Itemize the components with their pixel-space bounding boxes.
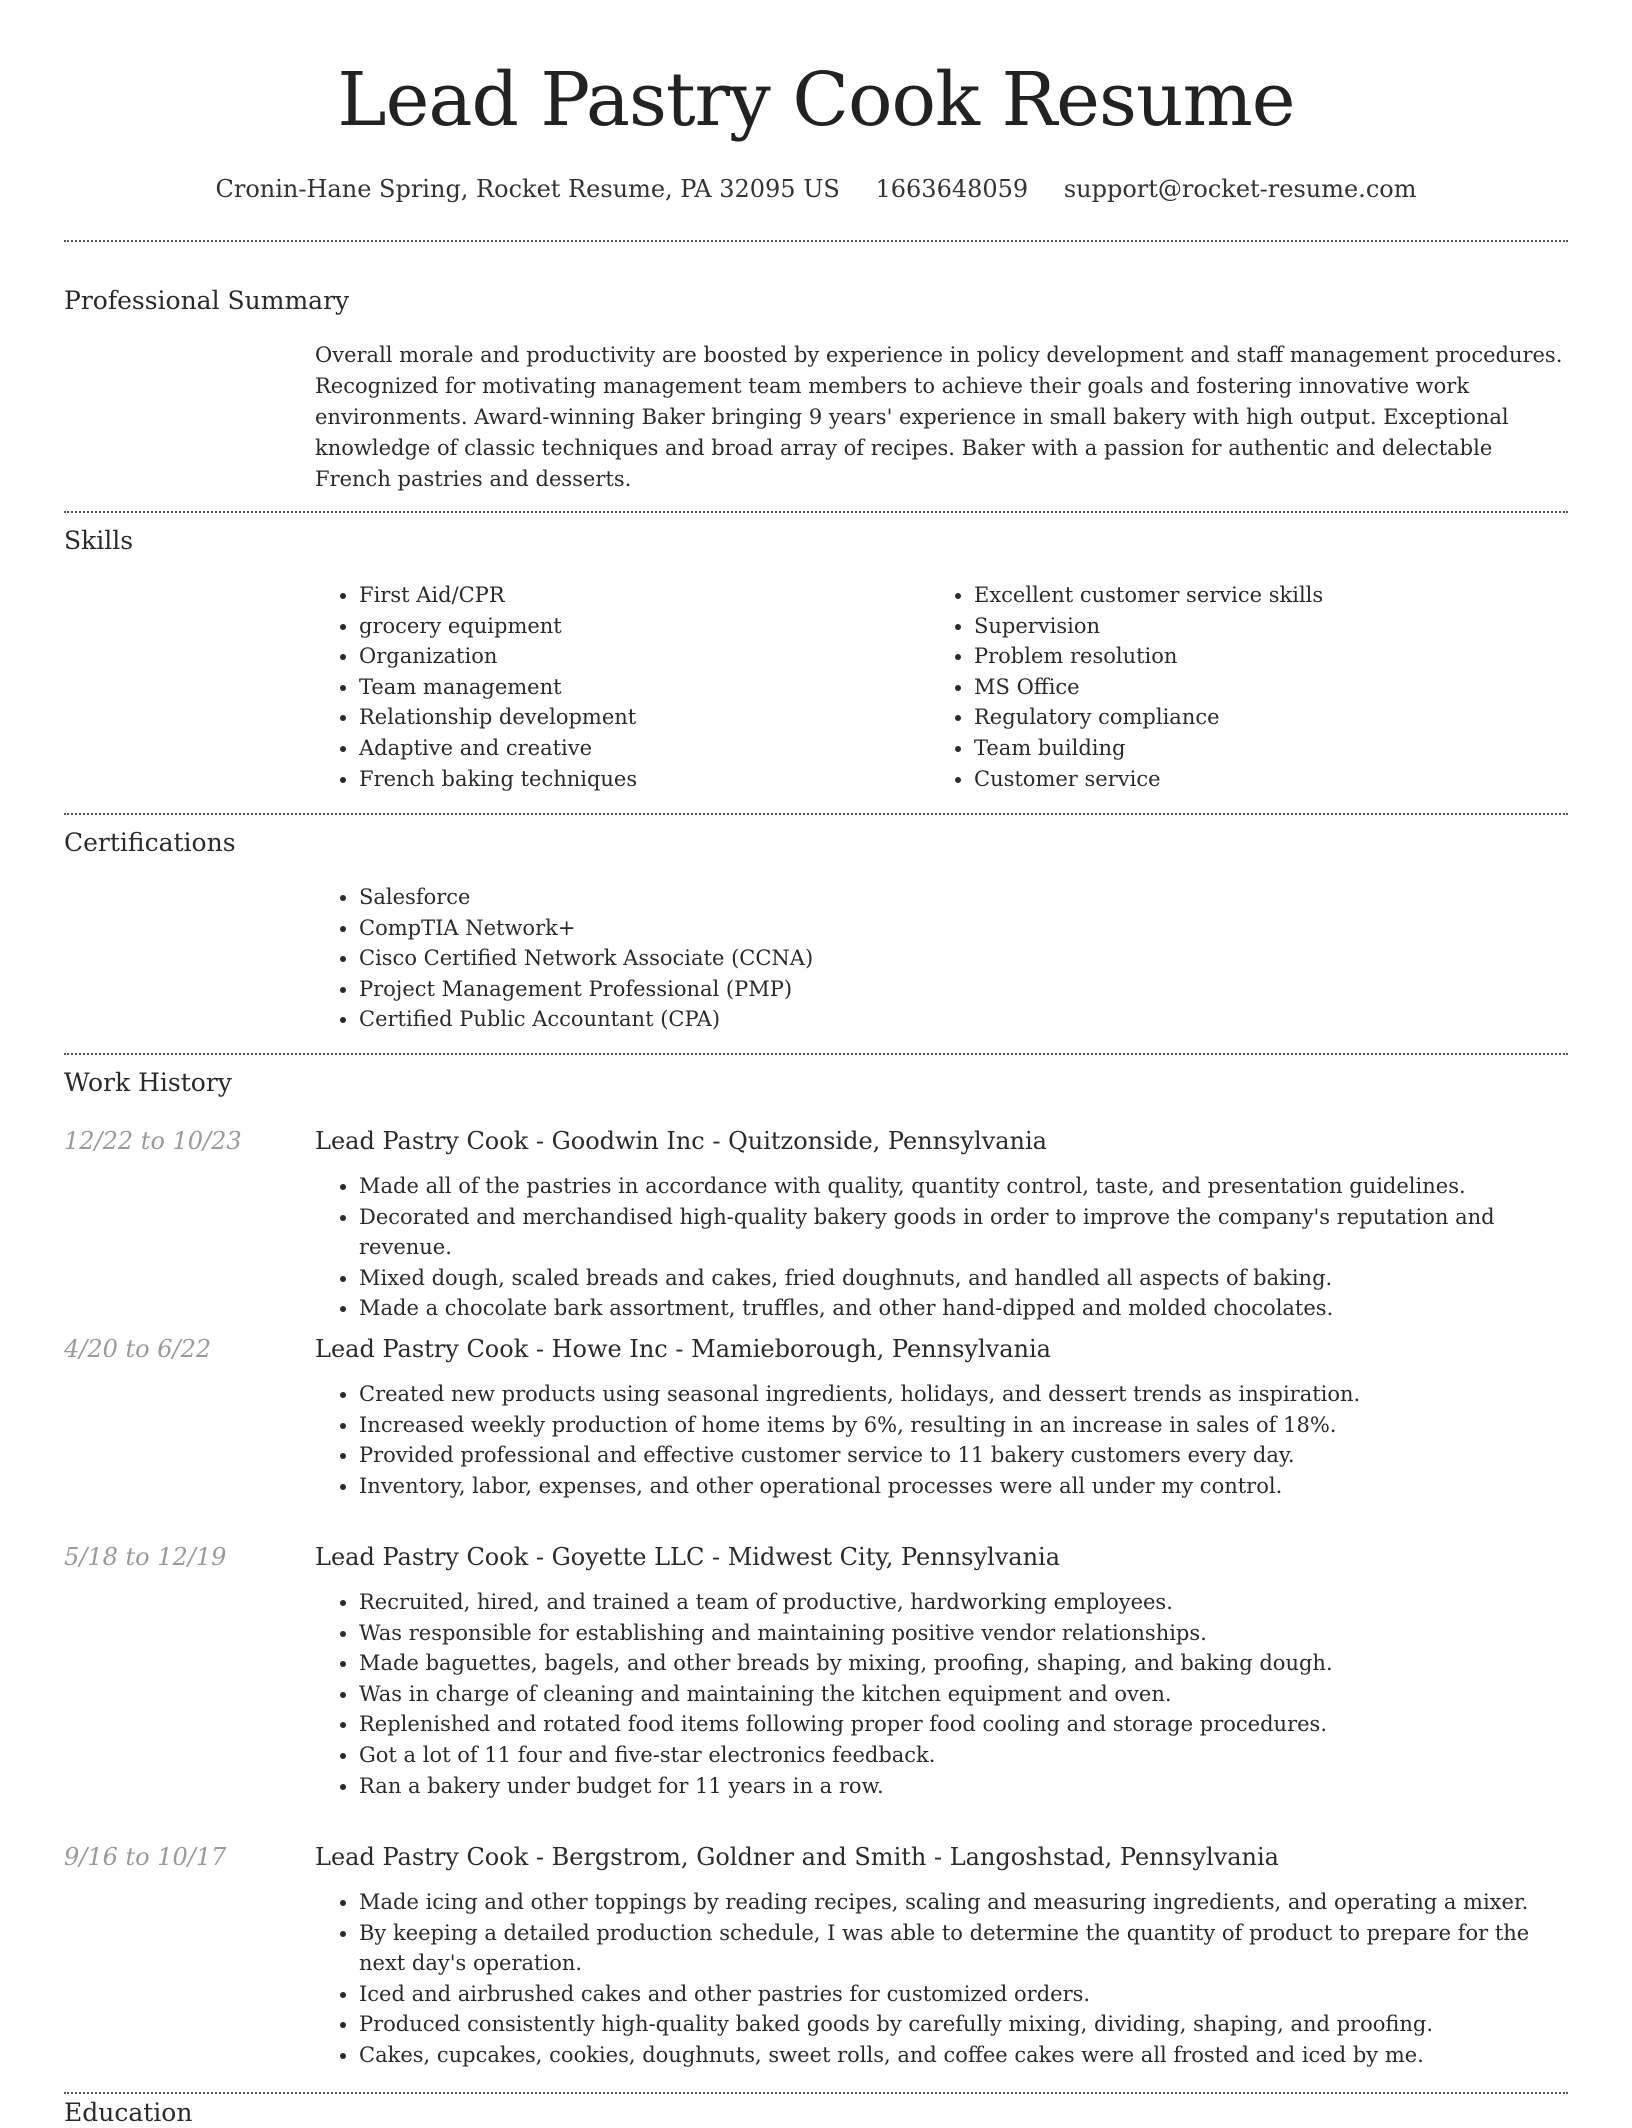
certifications-heading: Certifications — [64, 828, 236, 857]
skill-item: • First Aid/CPR — [359, 580, 930, 611]
skill-item: • Problem resolution — [974, 641, 1545, 672]
job-title: Lead Pastry Cook - Howe Inc - Mamieborough, Pennsylvania — [315, 1335, 1051, 1363]
next-section-heading: Education — [64, 2098, 193, 2127]
job-bullet: • Inventory, labor, expenses, and other operational processes were all under my control. — [359, 1471, 1568, 1502]
job-bullet: • Created new products using seasonal ingredients, holidays, and dessert trends as inspiration. — [359, 1379, 1568, 1410]
section-divider — [64, 813, 1568, 815]
job-bullet: • Increased weekly production of home items by 6%, resulting in an increase in sales of 18%. — [359, 1410, 1568, 1441]
job-bullet: • Produced consistently high-quality baked goods by carefully mixing, dividing, shaping, and proofing. — [359, 2009, 1568, 2040]
job-bullets — [315, 1379, 1568, 1501]
skill-item: • Adaptive and creative — [359, 733, 930, 764]
job-bullet: • Iced and airbrushed cakes and other pastries for customized orders. — [359, 1979, 1568, 2010]
work-history-heading: Work History — [64, 1068, 232, 1097]
job-bullet: • Cakes, cupcakes, cookies, doughnuts, sweet rolls, and coffee cakes were all frosted and iced by me. — [359, 2040, 1568, 2071]
skills-heading: Skills — [64, 526, 134, 555]
skill-item: • Relationship development — [359, 702, 930, 733]
job-bullet: • Got a lot of 11 four and five-star electronics feedback. — [359, 1740, 1568, 1771]
job-bullet: • Made baguettes, bagels, and other breads by mixing, proofing, shaping, and baking dough. — [359, 1648, 1568, 1679]
job-entry — [315, 1540, 1568, 1801]
certification-item: • Project Management Professional (PMP) — [359, 974, 1568, 1005]
skill-item: • Team management — [359, 672, 930, 703]
skills-body — [315, 580, 1568, 794]
job-bullet: • Recruited, hired, and trained a team of productive, hardworking employees. — [359, 1587, 1568, 1618]
section-divider — [64, 1053, 1568, 1055]
skills-list-right — [930, 580, 1545, 794]
certification-item: • CompTIA Network+ — [359, 913, 1568, 944]
job-bullet: • Made all of the pastries in accordance with quality, quantity control, taste, and presentation guidelines. — [359, 1171, 1568, 1202]
summary-text: Overall morale and productivity are boosted by experience in policy development and staff management procedures. Recognized for motivating management team members to achieve their goals and fostering innovative work environments. Award-winning Baker bringing 9 years' experience in small bakery with high output. Exceptional knowledge of classic techniques and broad array of recipes. Baker with a passion for authentic and delectable French pastries and desserts. — [315, 343, 1563, 491]
job-entry — [315, 1124, 1568, 1324]
skill-item: • Organization — [359, 641, 930, 672]
skill-item: • grocery equipment — [359, 611, 930, 642]
skill-item: • Supervision — [974, 611, 1545, 642]
skill-item: • French baking techniques — [359, 764, 930, 795]
contact-line — [64, 172, 1568, 206]
job-bullet: • Made icing and other toppings by reading recipes, scaling and measuring ingredients, and operating a mixer. — [359, 1887, 1568, 1918]
certification-item: • Certified Public Accountant (CPA) — [359, 1004, 1568, 1035]
resume-title: Lead Pastry Cook Resume — [337, 57, 1295, 143]
job-bullet: • Was in charge of cleaning and maintaining the kitchen equipment and oven. — [359, 1679, 1568, 1710]
job-title: Lead Pastry Cook - Goyette LLC - Midwest City, Pennsylvania — [315, 1543, 1061, 1571]
job-bullets — [315, 1587, 1568, 1801]
job-entry — [315, 1840, 1568, 2071]
section-divider — [64, 511, 1568, 513]
job-dates: 9/16 to 10/17 — [64, 1843, 227, 1871]
contact-address: Cronin-Hane Spring, Rocket Resume, PA 32095 US — [215, 175, 840, 203]
summary-heading: Professional Summary — [64, 286, 350, 315]
job-dates: 12/22 to 10/23 — [64, 1127, 242, 1155]
skills-column-right — [930, 580, 1545, 794]
certifications-body — [315, 882, 1568, 1035]
job-bullet: • Provided professional and effective customer service to 11 bakery customers every day. — [359, 1440, 1568, 1471]
skill-item: • Excellent customer service skills — [974, 580, 1545, 611]
skill-item: • Team building — [974, 733, 1545, 764]
section-divider — [64, 2092, 1568, 2094]
summary-body — [315, 340, 1568, 495]
job-bullet: • By keeping a detailed production schedule, I was able to determine the quantity of product to prepare for the next day's operation. — [359, 1918, 1568, 1979]
skills-grid — [315, 580, 1568, 794]
skills-column-left — [315, 580, 930, 794]
skill-item: • Regulatory compliance — [974, 702, 1545, 733]
job-bullet: • Ran a bakery under budget for 11 years in a row. — [359, 1771, 1568, 1802]
job-bullet: • Was responsible for establishing and maintaining positive vendor relationships. — [359, 1618, 1568, 1649]
contact-phone: 1663648059 — [875, 175, 1029, 203]
job-bullets — [315, 1171, 1568, 1324]
job-bullet: • Made a chocolate bark assortment, truffles, and other hand-dipped and molded chocolates. — [359, 1293, 1568, 1324]
job-bullets — [315, 1887, 1568, 2071]
job-title: Lead Pastry Cook - Goodwin Inc - Quitzonside, Pennsylvania — [315, 1127, 1047, 1155]
job-title: Lead Pastry Cook - Bergstrom, Goldner and Smith - Langoshstad, Pennsylvania — [315, 1843, 1279, 1871]
job-dates: 5/18 to 12/19 — [64, 1543, 227, 1571]
job-bullet: • Decorated and merchandised high-quality bakery goods in order to improve the company's reputation and revenue. — [359, 1202, 1568, 1263]
section-divider — [64, 240, 1568, 242]
job-bullet: • Replenished and rotated food items following proper food cooling and storage procedures. — [359, 1709, 1568, 1740]
skill-item: • Customer service — [974, 764, 1545, 795]
contact-email: support@rocket-resume.com — [1063, 175, 1417, 203]
skill-item: • MS Office — [974, 672, 1545, 703]
certifications-list — [315, 882, 1568, 1035]
certification-item: • Salesforce — [359, 882, 1568, 913]
certification-item: • Cisco Certified Network Associate (CCNA) — [359, 943, 1568, 974]
job-bullet: • Mixed dough, scaled breads and cakes, fried doughnuts, and handled all aspects of baking. — [359, 1263, 1568, 1294]
skills-list-left — [315, 580, 930, 794]
job-dates: 4/20 to 6/22 — [64, 1335, 212, 1363]
job-entry — [315, 1332, 1568, 1501]
